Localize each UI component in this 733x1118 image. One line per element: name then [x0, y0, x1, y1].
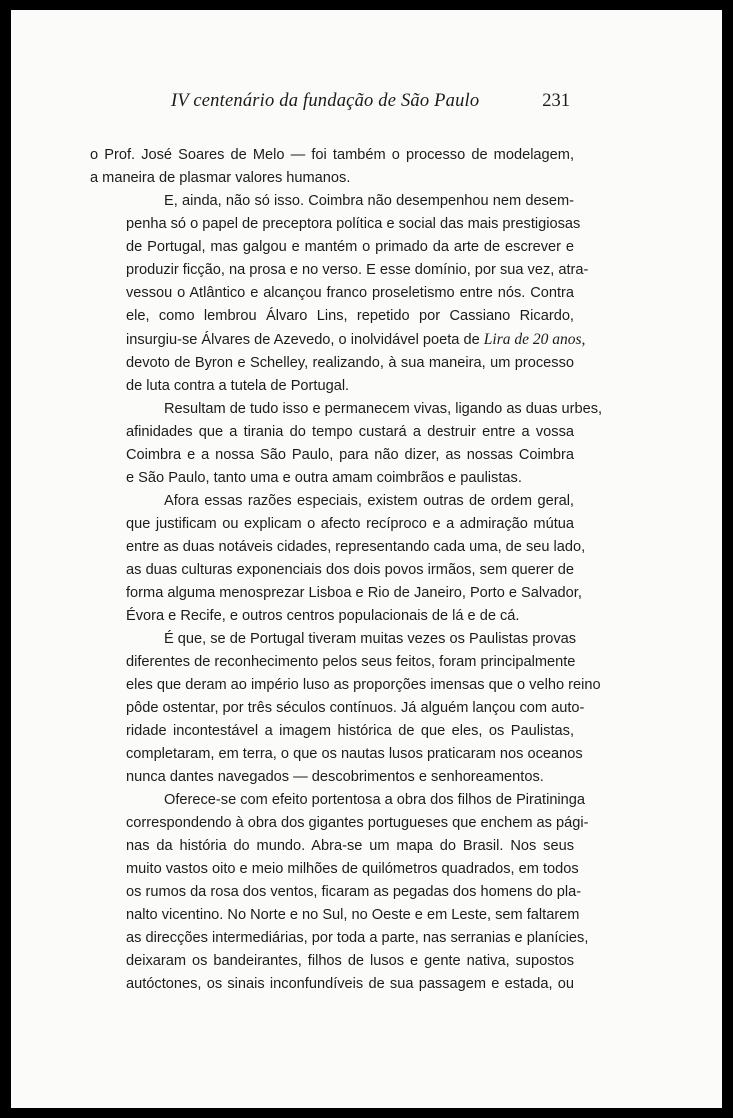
text-line: as direcções intermediárias, por toda a parte, nas serranias e planícies,: [126, 930, 589, 946]
text-line: ridade incontestável a imagem histórica de que eles, os Paulistas,: [126, 723, 574, 739]
text-line: penha só o papel de preceptora política e social das mais prestigiosas: [126, 216, 581, 232]
text-line: nunca dantes navegados — descobrimentos e senhoreamentos.: [126, 769, 544, 785]
paragraph-3: [90, 398, 603, 490]
text-line: ele, como lembrou Álvaro Lins, repetido por Cassiano Ricardo,: [126, 308, 574, 324]
text-line: Oferece-se com efeito portentosa a obra dos filhos de Piratininga: [164, 792, 586, 808]
text-line: Resultam de tudo isso e permanecem vivas, ligando as duas urbes,: [164, 401, 603, 417]
book-title-italic: Lira de 20 anos,: [483, 331, 586, 348]
text-line: diferentes de reconhecimento pelos seus feitos, foram principalmente: [126, 654, 576, 670]
body-text: [90, 144, 603, 996]
text-line: pôde ostentar, por três séculos contínuos. Já alguém lançou com auto-: [126, 700, 585, 716]
page-header: [171, 91, 581, 119]
text-line: produzir ficção, na prosa e no verso. E esse domínio, por sua vez, atra-: [126, 262, 589, 278]
text-line: completaram, em terra, o que os nautas lusos praticaram nos oceanos: [126, 746, 583, 762]
paragraph-5: [90, 628, 601, 789]
paragraph-1: [90, 144, 574, 190]
text-line: os rumos da rosa dos ventos, ficaram as pegadas dos homens do pla-: [126, 884, 582, 900]
text-line: É que, se de Portugal tiveram muitas vezes os Paulistas provas: [164, 631, 577, 647]
paragraph-6: [90, 789, 589, 996]
text-line: devoto de Byron e Schelley, realizando, à sua maneira, um processo: [126, 355, 574, 371]
text-line: de luta contra a tutela de Portugal.: [126, 378, 350, 394]
text-line: nas da história do mundo. Abra-se um mapa do Brasil. Nos seus: [126, 838, 574, 854]
text-line: o Prof. José Soares de Melo — foi também o processo de modelagem,: [90, 147, 574, 163]
running-title: IV centenário da fundação de São Paulo: [171, 91, 480, 111]
text-line: a maneira de plasmar valores humanos.: [90, 170, 351, 186]
text-line: Évora e Recife, e outros centros populacionais de lá e de cá.: [126, 608, 520, 624]
text-line: de Portugal, mas galgou e mantém o primado da arte de escrever e: [126, 239, 574, 255]
text-line: Afora essas razões especiais, existem outras de ordem geral,: [164, 493, 574, 509]
text-line: Coimbra e a nossa São Paulo, para não dizer, as nossas Coimbra: [126, 447, 574, 463]
text-line: E, ainda, não só isso. Coimbra não desempenhou nem desem-: [164, 193, 574, 209]
text-line-start: insurgiu-se Álvares de Azevedo, o inolvidável poeta de: [126, 332, 480, 348]
text-line: forma alguma menosprezar Lisboa e Rio de Janeiro, Porto e Salvador,: [126, 585, 582, 601]
text-line: as duas culturas exponenciais dos dois povos irmãos, sem querer de: [126, 562, 574, 578]
text-line: entre as duas notáveis cidades, representando cada uma, de seu lado,: [126, 539, 586, 555]
text-line-with-title: [90, 328, 586, 352]
paragraph-4: [90, 490, 586, 628]
paragraph-2: [90, 190, 589, 398]
text-line: que justificam ou explicam o afecto recíproco e a admiração mútua: [126, 516, 574, 532]
text-line: deixaram os bandeirantes, filhos de lusos e gente nativa, supostos: [126, 953, 574, 969]
text-line: eles que deram ao império luso as proporções imensas que o velho reino: [126, 677, 601, 693]
text-line: e São Paulo, tanto uma e outra amam coimbrãos e paulistas.: [126, 470, 522, 486]
text-line: autóctones, os sinais inconfundíveis de sua passagem e estada, ou: [126, 976, 574, 992]
text-line: muito vastos oito e meio milhões de quilómetros quadrados, em todos: [126, 861, 579, 877]
text-line: afinidades que a tirania do tempo custará a destruir entre a vossa: [126, 424, 574, 440]
text-line: correspondendo à obra dos gigantes portugueses que enchem as pági-: [126, 815, 589, 831]
text-line: nalto vicentino. No Norte e no Sul, no Oeste e em Leste, sem faltarem: [126, 907, 580, 923]
book-page: [11, 10, 722, 1108]
text-line: vessou o Atlântico e alcançou franco proseletismo entre nós. Contra: [126, 285, 574, 301]
page-number: 231: [542, 91, 570, 111]
